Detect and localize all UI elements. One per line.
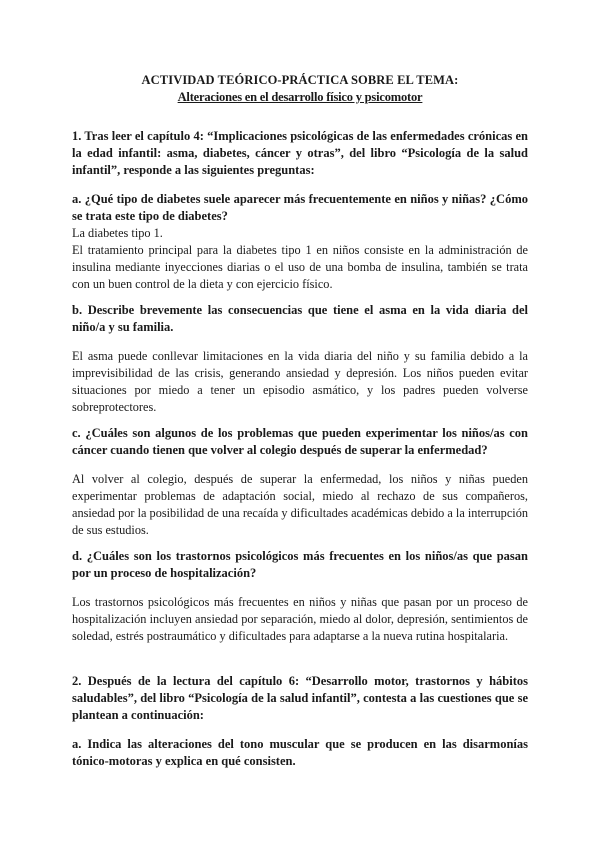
document-title: ACTIVIDAD TEÓRICO-PRÁCTICA SOBRE EL TEMA: [141, 73, 459, 87]
document-subtitle: Alteraciones en el desarrollo físico y psicomotor [177, 90, 423, 104]
answer-1b: El asma puede conllevar limitaciones en la vida diaria del niño y su familia debido a la imprevisibilidad de las crisis, generando ansiedad y depresión. Los niños pueden evitar situaciones por miedo a tener un episodio asmático, y los padres pueden volverse sobreprotectores. [72, 349, 528, 414]
section-1-prompt: 1. Tras leer el capítulo 4: “Implicaciones psicológicas de las enfermedades crónicas en la edad infantil: asma, diabetes, cáncer y otras”, del libro “Psicología de la salud infantil”, responde a las siguientes preguntas: [72, 129, 528, 177]
document-page [72, 72, 528, 770]
answer-1a-detail: El tratamiento principal para la diabetes tipo 1 en niños consiste en la administración de insulina mediante inyecciones diarias o el uso de una bomba de insulina, también se trata con un buen control de la dieta y con ejercicio físico. [72, 243, 528, 291]
question-1d: d. ¿Cuáles son los trastornos psicológicos más frecuentes en los niños/as que pasan por un proceso de hospitalización? [72, 549, 528, 580]
question-1c: c. ¿Cuáles son algunos de los problemas que pueden experimentar los niños/as con cáncer cuando tienen que volver al colegio después de superar la enfermedad? [72, 426, 528, 457]
answer-1a-short: La diabetes tipo 1. [72, 226, 163, 240]
question-1a: a. ¿Qué tipo de diabetes suele aparecer más frecuentemente en niños y niñas? ¿Cómo se trata este tipo de diabetes? [72, 192, 528, 223]
question-1b: b. Describe brevemente las consecuencias que tiene el asma en la vida diaria del niño/a y su familia. [72, 303, 528, 334]
answer-1c: Al volver al colegio, después de superar la enfermedad, los niños y niñas pueden experimentar problemas de adaptación social, miedo al rechazo de sus compañeros, ansiedad por la posibilidad de una recaída y dificultades académicas debido a la interrupción de sus estudios. [72, 472, 528, 537]
answer-1d: Los trastornos psicológicos más frecuentes en niños y niñas que pasan por un proceso de hospitalización incluyen ansiedad por separación, miedo al dolor, depresión, sentimientos de soledad, estrés postraumático y dificultades para adaptarse a la nueva rutina hospitalaria. [72, 595, 528, 643]
section-2-prompt: 2. Después de la lectura del capítulo 6: “Desarrollo motor, trastornos y hábitos saludables”, del libro “Psicología de la salud infantil”, contesta a las cuestiones que se plantean a continuación: [72, 674, 528, 722]
question-2a: a. Indica las alteraciones del tono muscular que se producen en las disarmonías tónico-motoras y explica en qué consisten. [72, 737, 528, 768]
